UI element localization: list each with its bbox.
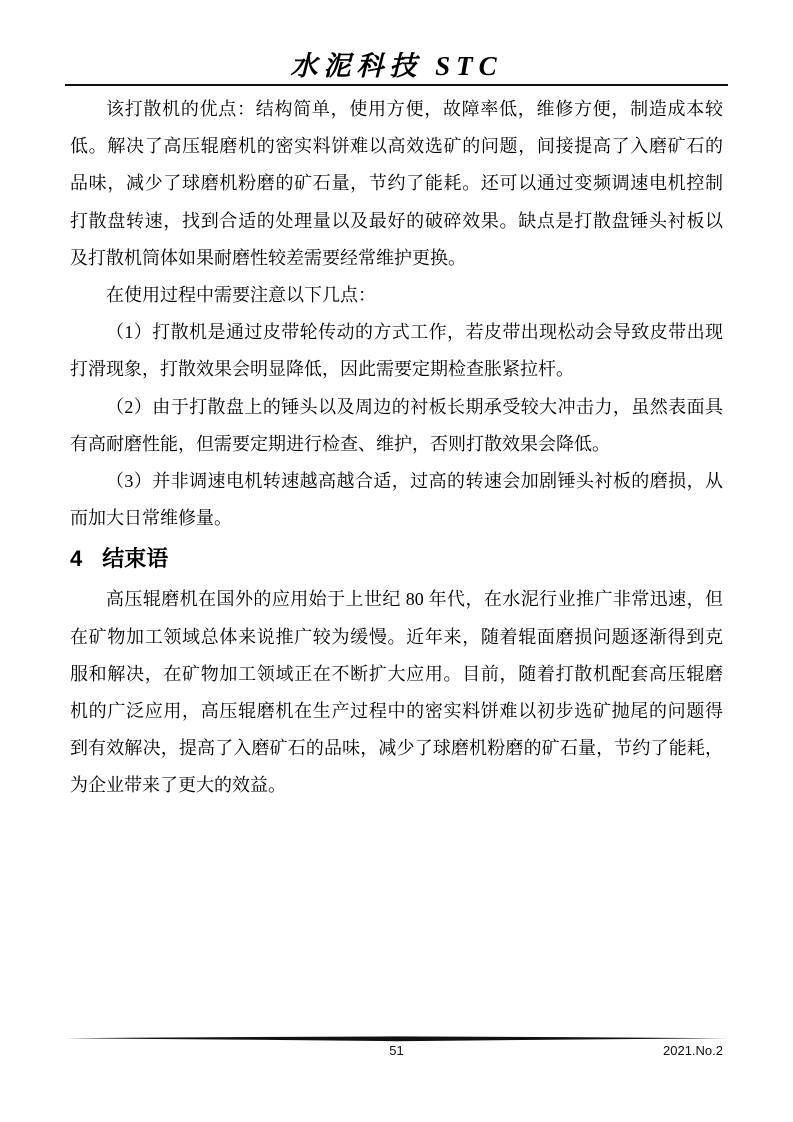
paragraph	[70, 463, 723, 537]
text-line: 而加大日常维修量。	[70, 508, 232, 529]
text-line: 机的广泛应用，高压辊磨机在生产过程中的密实料饼难以初步选矿抛尾的问题得	[70, 701, 723, 722]
text-line: 到有效解决，提高了入磨矿石的品味，减少了球磨机粉磨的矿石量，节约了能耗，	[70, 738, 723, 759]
paragraph	[70, 389, 723, 463]
text-line: 服和解决，在矿物加工领域正在不断扩大应用。目前，随着打散机配套高压辊磨	[70, 663, 723, 684]
text-line: 有高耐磨性能，但需要定期进行检查、维护，否则打散效果会降低。	[70, 433, 610, 454]
text-line: （3）并非调速电机转速越高越合适，过高的转速会加剧锤头衬板的磨损，从	[106, 471, 723, 492]
text-line: 低。解决了高压辊磨机的密实料饼难以高效选矿的问题，间接提高了入磨矿石的	[70, 136, 723, 157]
text-line: 该打散机的优点：结构简单，使用方便，故障率低，维修方便，制造成本较	[106, 99, 723, 119]
header-rule	[65, 84, 728, 86]
text-line: 在矿物加工领域总体来说推广较为缓慢。近年来，随着辊面磨损问题逐渐得到克	[70, 626, 723, 647]
paragraph	[70, 314, 723, 388]
paragraph	[70, 277, 723, 314]
text-line: 为企业带来了更大的效益。	[70, 775, 286, 796]
text-line: （2）由于打散盘上的锤头以及周边的衬板长期承受较大冲击力，虽然表面具	[106, 396, 723, 417]
text-line: 品味，减少了球磨机粉磨的矿石量，节约了能耗。还可以通过变频调速电机控制	[70, 173, 723, 194]
issue-label: 2021.No.2	[663, 1043, 723, 1058]
text-line: 高压辊磨机在国外的应用始于上世纪 80 年代，在水泥行业推广非常迅速，但	[106, 589, 723, 610]
footer-tapered-rule	[65, 1036, 728, 1042]
page-number: 51	[389, 1043, 404, 1058]
section-heading	[70, 537, 723, 581]
section-title: 结束语	[102, 546, 169, 572]
journal-header-title: 水泥科技 STC	[290, 51, 503, 81]
text-line: 打散盘转速，找到合适的处理量以及最好的破碎效果。缺点是打散盘锤头衬板以	[70, 210, 723, 231]
section-number: 4	[70, 546, 83, 572]
document-body	[70, 91, 723, 805]
text-line: 及打散机筒体如果耐磨性较差需要经常维护更换。	[70, 247, 466, 268]
paragraph	[70, 581, 723, 804]
text-line: 打滑现象，打散效果会明显降低，因此需要定期检查胀紧拉杆。	[70, 359, 574, 380]
text-line: 在使用过程中需要注意以下几点：	[106, 285, 376, 306]
text-line: （1）打散机是通过皮带轮传动的方式工作，若皮带出现松动会导致皮带出现	[106, 322, 723, 343]
paragraph	[70, 91, 723, 277]
